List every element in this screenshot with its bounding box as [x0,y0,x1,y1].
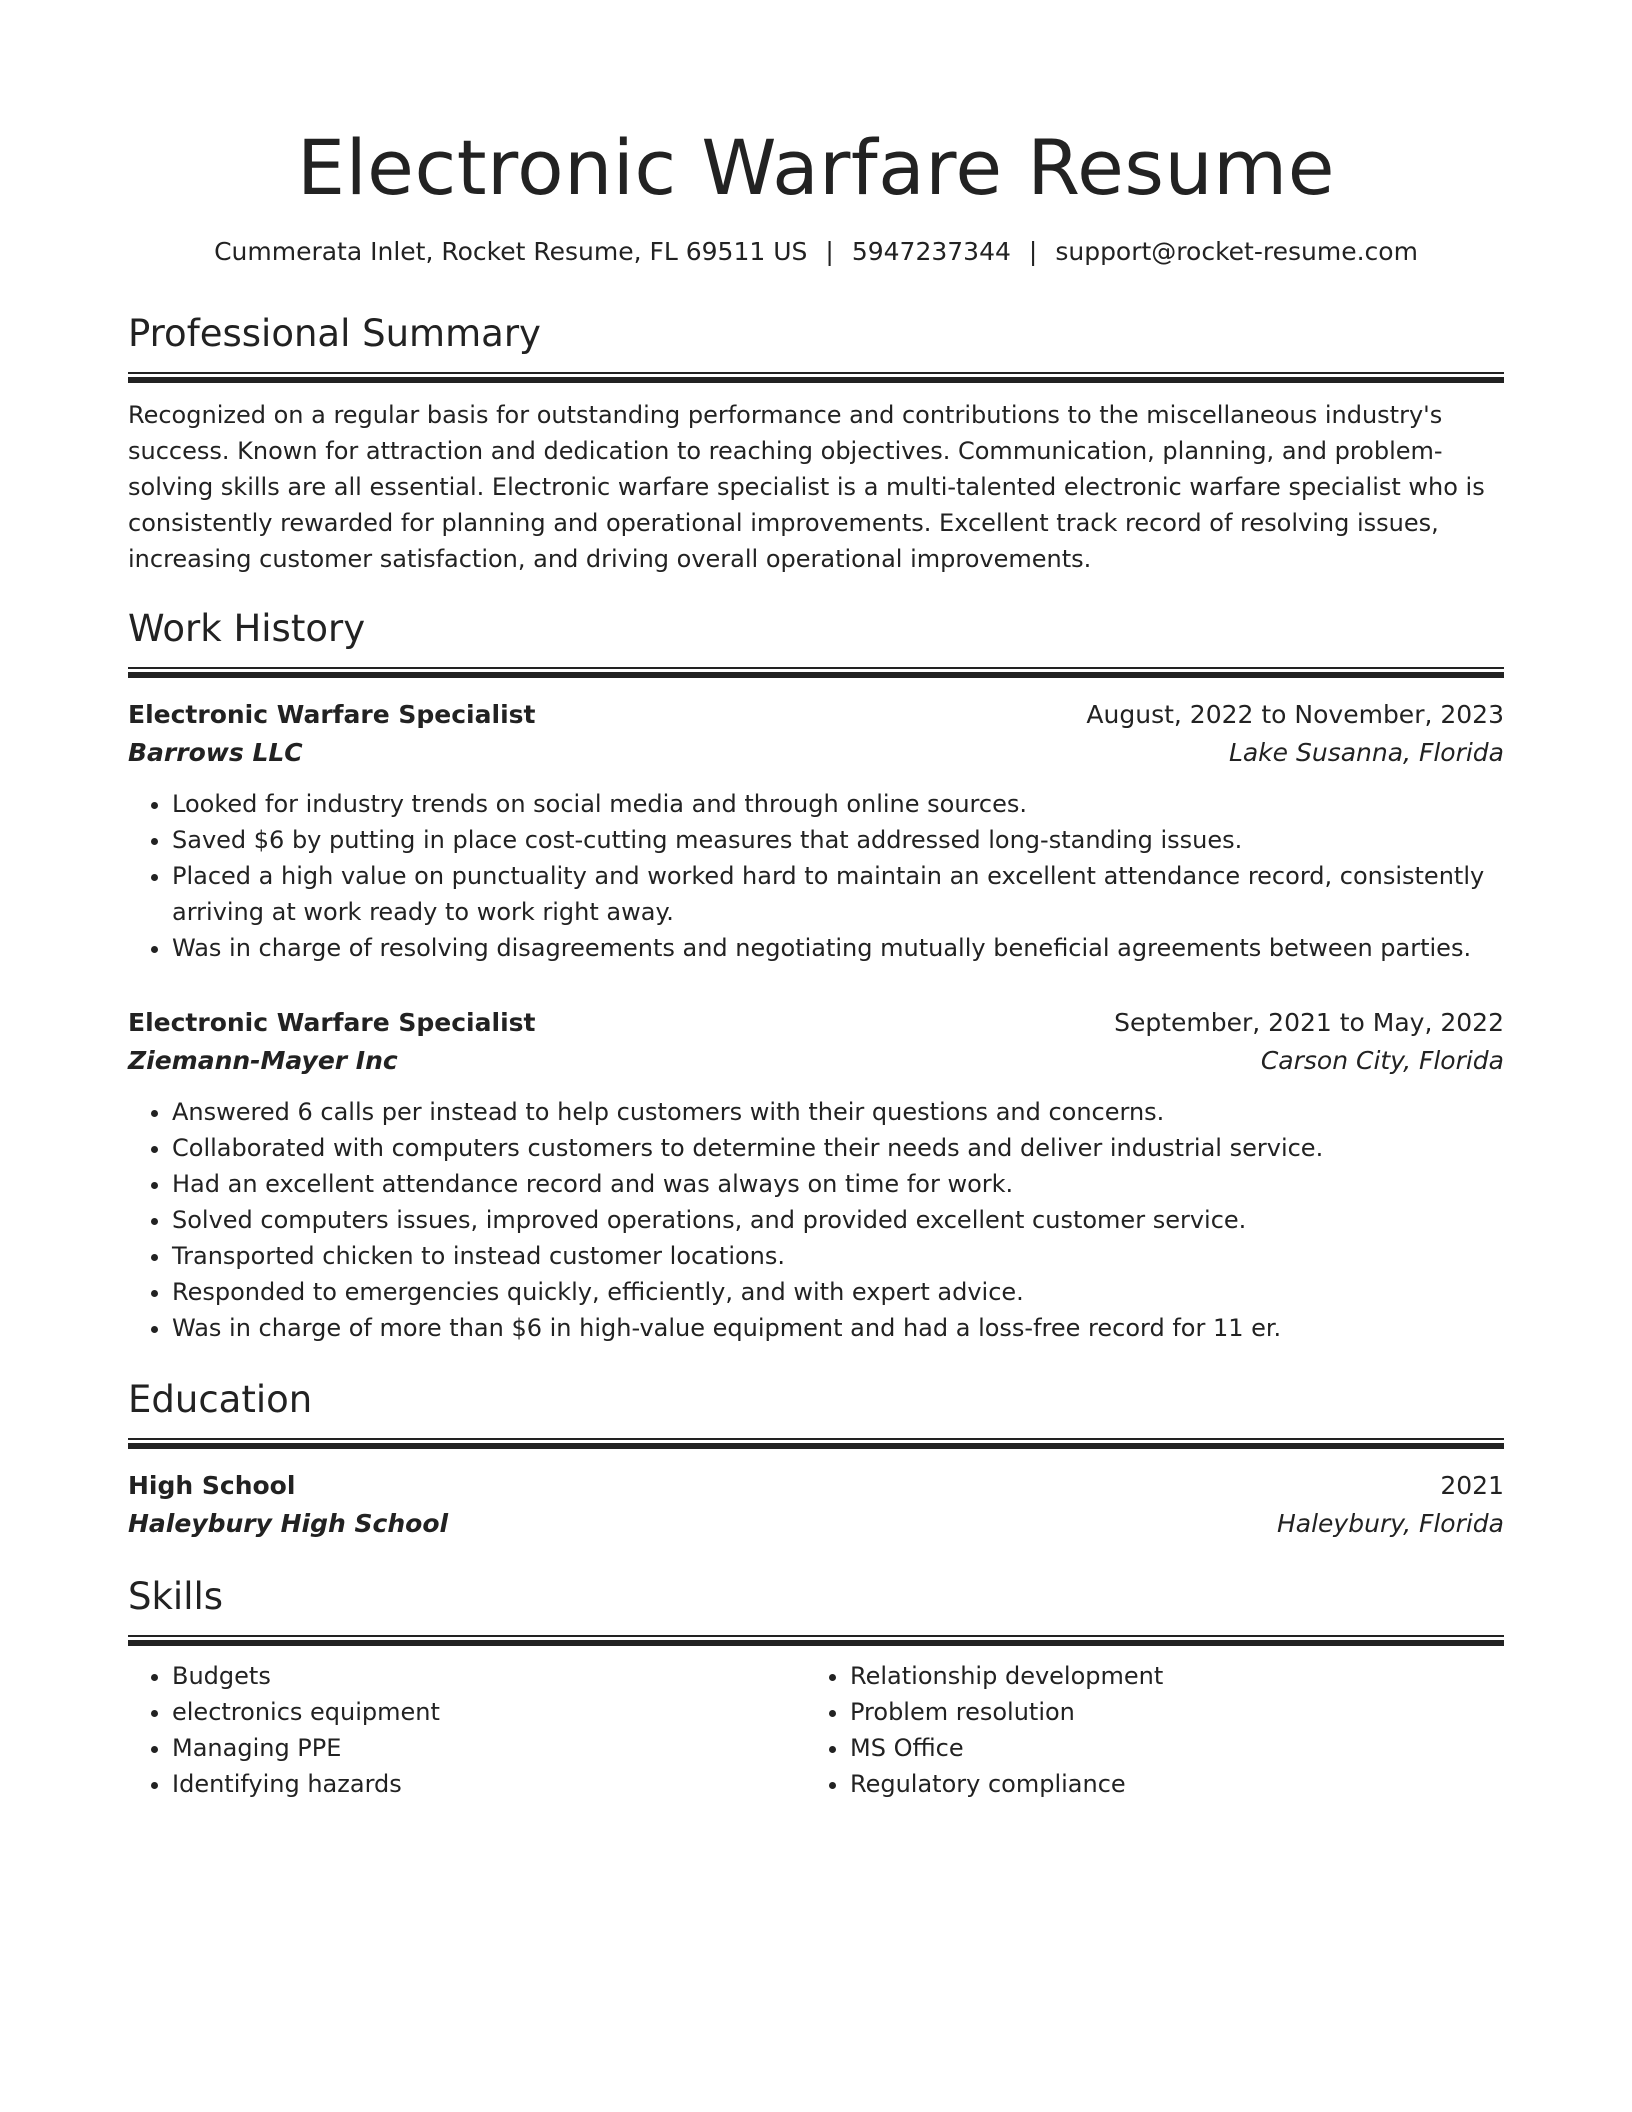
section-divider [128,1438,1504,1449]
resume-name: Electronic Warfare Resume [297,123,1335,212]
job-bullet: • Collaborated with computers customers to determine their needs and deliver industrial service. [172,1130,1504,1166]
job-entry [128,696,1504,966]
job-bullets [128,1094,1504,1346]
job-header-row [128,696,1504,734]
skills-list-left [128,1658,806,1802]
job-bullet: • Solved computers issues, improved operations, and provided excellent customer service. [172,1202,1504,1238]
skill-item: • Managing PPE [172,1730,806,1766]
education-section [128,1376,1504,1543]
education-school: Haleybury High School [128,1509,449,1538]
job-company-row [128,1042,1504,1080]
job-bullet: • Placed a high value on punctuality and worked hard to maintain an excellent attendance record, consistently arriving at work ready to work right away. [172,858,1504,930]
job-location: Carson City, Florida [1260,1046,1504,1075]
education-entry [128,1467,1504,1543]
job-bullet: • Was in charge of resolving disagreements and negotiating mutually beneficial agreements between parties. [172,930,1504,966]
job-company: Barrows LLC [128,738,303,767]
skill-item: • Problem resolution [850,1694,1484,1730]
section-title-summary: Professional Summary [128,312,541,355]
job-dates: August, 2022 to November, 2023 [1086,700,1504,729]
section-title-education: Education [128,1378,313,1421]
contact-line [128,234,1504,270]
job-location: Lake Susanna, Florida [1228,738,1504,767]
job-bullet: • Looked for industry trends on social media and through online sources. [172,786,1504,822]
contact-separator: | [825,237,834,266]
skill-item: • Identifying hazards [172,1766,806,1802]
skills-columns [128,1658,1504,1802]
job-entry [128,1004,1504,1346]
resume-page [128,0,1504,1802]
job-bullet: • Answered 6 calls per instead to help customers with their questions and concerns. [172,1094,1504,1130]
summary-section [128,310,1504,577]
education-header-row [128,1467,1504,1505]
education-year: 2021 [1440,1471,1504,1500]
education-degree: High School [128,1471,296,1500]
summary-text: Recognized on a regular basis for outstanding performance and contributions to the miscellaneous industry's success. Known for attraction and dedication to reaching objectives. Communication, planning, and problem-solving skills are all essential. Electronic warfare specialist is a multi-talented electronic warfare specialist who is consistently rewarded for planning and operational improvements. Excellent track record of resolving issues, increasing customer satisfaction, and driving overall operational improvements. [128,401,1485,573]
skill-item: • Relationship development [850,1658,1484,1694]
contact-email: support@rocket-resume.com [1055,237,1418,266]
section-divider [128,667,1504,678]
job-company: Ziemann-Mayer Inc [128,1046,398,1075]
skill-item: • electronics equipment [172,1694,806,1730]
job-title: Electronic Warfare Specialist [128,700,536,729]
section-title-work-history: Work History [128,607,366,650]
job-company-row [128,734,1504,772]
education-school-row [128,1505,1504,1543]
contact-address: Cummerata Inlet, Rocket Resume, FL 69511 US [214,237,808,266]
skill-item: • MS Office [850,1730,1484,1766]
skills-list-right [806,1658,1484,1802]
section-divider [128,372,1504,383]
job-header-row [128,1004,1504,1042]
job-dates: September, 2021 to May, 2022 [1114,1008,1504,1037]
job-bullet: • Responded to emergencies quickly, efficiently, and with expert advice. [172,1274,1504,1310]
education-location: Haleybury, Florida [1276,1509,1504,1538]
work-history-section [128,605,1504,1346]
job-bullet: • Saved $6 by putting in place cost-cutting measures that addressed long-standing issues. [172,822,1504,858]
job-bullet: • Transported chicken to instead customer locations. [172,1238,1504,1274]
section-divider [128,1635,1504,1646]
skill-item: • Budgets [172,1658,806,1694]
job-title: Electronic Warfare Specialist [128,1008,536,1037]
job-bullet: • Was in charge of more than $6 in high-value equipment and had a loss-free record for 11 er. [172,1310,1504,1346]
section-title-skills: Skills [128,1575,224,1618]
contact-phone: 5947237344 [851,237,1011,266]
job-bullets [128,786,1504,966]
job-bullet: • Had an excellent attendance record and was always on time for work. [172,1166,1504,1202]
contact-separator: | [1028,237,1038,266]
skill-item: • Regulatory compliance [850,1766,1484,1802]
skills-section [128,1573,1504,1802]
